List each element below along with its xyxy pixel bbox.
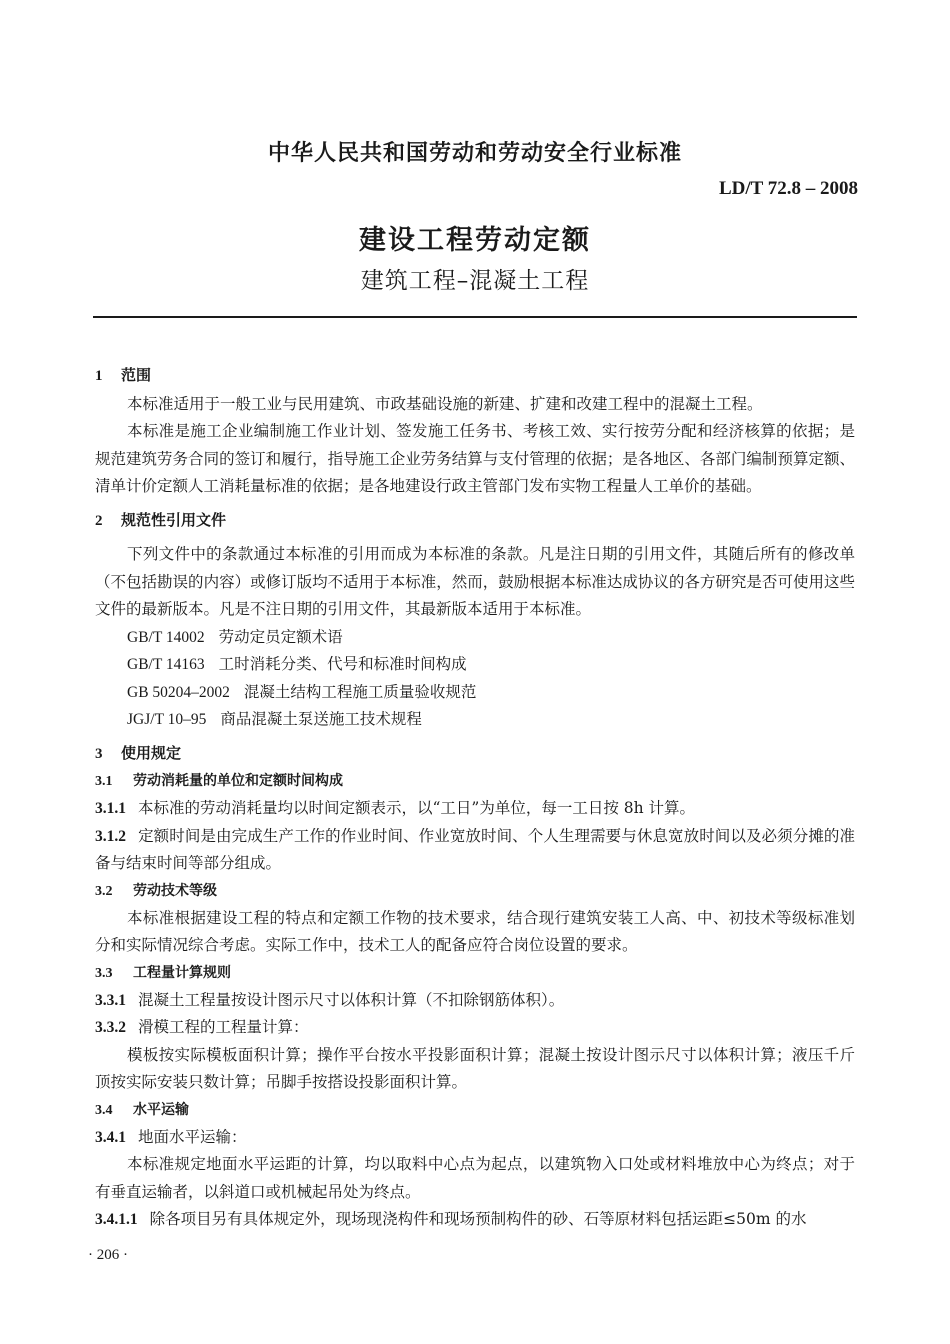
section-number: 3 (95, 745, 103, 762)
reference-code: GB 50204–2002 (127, 683, 230, 701)
section-heading-2 (95, 507, 855, 536)
clause-number: 3.4.1.1 (95, 1211, 138, 1228)
clause-number: 3.1.1 (95, 800, 126, 817)
clause-text: 混凝土工程量按设计图示尺寸以体积计算（不扣除钢筋体积）。 (138, 990, 565, 1009)
clause-text: 地面水平运输： (138, 1127, 247, 1146)
paragraph: 本标准适用于一般工业与民用建筑、市政基础设施的新建、扩建和改建工程中的混凝土工程。 (127, 394, 763, 413)
reference-item (95, 679, 855, 707)
document-title: 建设工程劳动定额 (359, 225, 591, 256)
clause-3-1-1 (95, 795, 855, 823)
page-number: · 206 · (88, 1247, 128, 1263)
clause-3-1-2 (95, 823, 855, 878)
paragraph: 本标准根据建设工程的特点和定额工作物的技术要求，结合现行建筑安装工人高、中、初技术等级标准划分和实际情况综合考虑。实际工作中，技术工人的配备应符合岗位设置的要求。 (95, 908, 855, 954)
reference-item (95, 706, 855, 734)
subsection-title: 劳动消耗量的单位和定额时间构成 (133, 773, 343, 789)
section-number: 1 (95, 368, 103, 384)
paragraph: 本标准规定地面水平运距的计算，均以取料中心点为起点，以建筑物入口处或材料堆放中心为终点；对于有垂直运输者，以斜道口或机械起吊处为终点。 (95, 1155, 855, 1201)
clause-text: 定额时间是由完成生产工作的作业时间、作业宽放时间、个人生理需要与休息宽放时间以及必须分摊的准备与结束时间等部分组成。 (95, 826, 855, 872)
subsection-heading-3-1 (95, 768, 855, 795)
clause-3-4-1 (95, 1124, 855, 1152)
subsection-number: 3.3 (95, 965, 113, 981)
subsection-heading-3-3 (95, 960, 855, 987)
clause-3-3-2 (95, 1014, 855, 1042)
standard-code: LD/T 72.8 – 2008 (718, 178, 858, 199)
subsection-number: 3.2 (95, 883, 113, 899)
header-divider (93, 316, 857, 318)
reference-name: 混凝土结构工程施工质量验收规范 (243, 682, 477, 701)
reference-code: GB/T 14002 (127, 628, 205, 646)
subsection-heading-3-2 (95, 878, 855, 905)
reference-code: GB/T 14163 (127, 656, 205, 673)
clause-text: 本标准的劳动消耗量均以时间定额表示，以“工日”为单位，每一工日按 8h 计算。 (138, 799, 696, 817)
clause-text: 除各项目另有具体规定外，现场现浇构件和现场预制构件的砂、石等原材料包括运距≤50m 的水 (149, 1210, 807, 1228)
reference-name: 商品混凝土泵送施工技术规程 (220, 710, 422, 728)
subsection-heading-3-4 (95, 1097, 855, 1124)
clause-text: 滑模工程的工程量计算： (138, 1018, 309, 1036)
document-subtitle: 建筑工程–混凝土工程 (360, 268, 590, 294)
paragraph: 模板按实际模板面积计算；操作平台按水平投影面积计算；混凝土按设计图示尺寸以体积计算；液压千斤顶按实际安装只数计算；吊脚手按搭设投影面积计算。 (95, 1045, 855, 1091)
reference-item (95, 624, 855, 652)
paragraph: 本标准是施工企业编制施工作业计划、签发施工任务书、考核工效、实行按劳分配和经济核算的依据；是规范建筑劳务合同的签订和履行，指导施工企业劳务结算与支付管理的依据；是各地区、各部门编制预算定额、清单计价定额人工消耗量标准的依据；是各地建设行政主管部门发布实物工程量人工单价的基础。 (95, 422, 855, 495)
section-title: 范围 (121, 366, 152, 384)
paragraph: 下列文件中的条款通过本标准的引用而成为本标准的条款。凡是注日期的引用文件，其随后所有的修改单（不包括勘误的内容）或修订版均不适用于本标准，然而，鼓励根据本标准达成协议的各方研究是否可使用这些文件的最新版本。凡是不注日期的引用文件，其最新版本适用于本标准。 (95, 545, 855, 618)
standard-category: 中华人民共和国劳动和劳动安全行业标准 (267, 141, 682, 166)
subsection-title: 劳动技术等级 (133, 882, 217, 899)
clause-number: 3.3.1 (95, 991, 126, 1009)
section-title: 规范性引用文件 (121, 510, 227, 529)
clause-number: 3.1.2 (95, 827, 126, 845)
clause-3-3-1 (95, 987, 855, 1015)
section-heading-3 (95, 740, 855, 769)
reference-item (95, 651, 855, 679)
reference-name: 工时消耗分类、代号和标准时间构成 (218, 655, 467, 673)
reference-code: JGJ/T 10–95 (127, 711, 207, 728)
clause-3-4-1-1 (95, 1206, 855, 1234)
subsection-title: 工程量计算规则 (133, 964, 231, 981)
section-title: 使用规定 (121, 743, 182, 762)
subsection-number: 3.1 (95, 774, 113, 789)
subsection-title: 水平运输 (133, 1101, 189, 1118)
clause-number: 3.4.1 (95, 1128, 126, 1146)
subsection-number: 3.4 (95, 1102, 113, 1118)
reference-name: 劳动定员定额术语 (218, 627, 343, 646)
section-number: 2 (95, 512, 103, 529)
section-heading-1 (95, 362, 855, 391)
document-body (95, 362, 855, 1234)
clause-number: 3.3.2 (95, 1019, 126, 1036)
